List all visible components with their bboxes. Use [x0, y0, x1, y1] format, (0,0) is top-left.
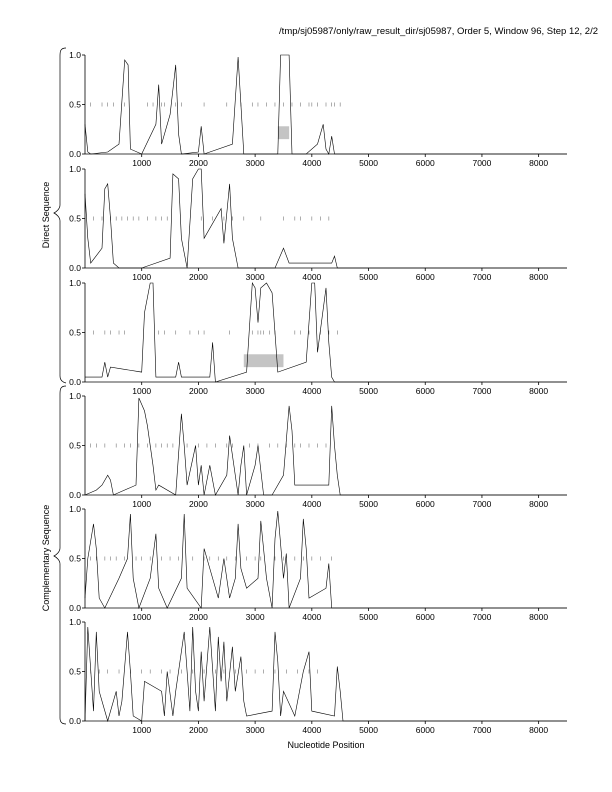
y-tick-label: 1.0: [69, 50, 81, 60]
x-tick-label: 3000: [245, 612, 265, 622]
x-tick-label: 7000: [472, 725, 492, 735]
x-tick-label: 8000: [529, 272, 549, 282]
y-tick-label: 1.0: [69, 391, 81, 401]
x-tick-label: 3000: [245, 272, 265, 282]
x-tick-label: 3000: [245, 499, 265, 509]
x-tick-label: 8000: [529, 386, 549, 396]
x-tick-label: 5000: [359, 499, 378, 509]
complementary-sequence-label: Complementary Sequence: [41, 504, 51, 612]
x-tick-label: 5000: [359, 158, 378, 168]
x-tick-label: 3000: [245, 725, 265, 735]
x-tick-label: 4000: [302, 499, 322, 509]
y-tick-label: 0.0: [69, 716, 81, 726]
page-header: /tmp/sj05987/only/raw_result_dir/sj05987, Order 5, Window 96, Step 12, 2/2: [279, 26, 598, 37]
y-tick-label: 0.5: [69, 213, 81, 224]
direct-sequence-brace: [54, 48, 66, 383]
x-tick-label: 5000: [359, 612, 378, 622]
panel-2: [69, 164, 567, 282]
y-tick-label: 0.5: [69, 327, 81, 338]
x-tick-label: 1000: [132, 499, 152, 509]
series-line: [85, 283, 567, 382]
x-tick-label: 1000: [132, 386, 152, 396]
x-tick-label: 6000: [415, 612, 435, 622]
x-tick-label: 6000: [415, 725, 435, 735]
x-tick-label: 3000: [245, 386, 265, 396]
x-tick-label: 7000: [472, 386, 492, 396]
complementary-sequence-brace: [54, 386, 66, 724]
x-tick-label: 4000: [302, 158, 322, 168]
y-tick-label: 1.0: [69, 278, 81, 288]
x-tick-label: 6000: [415, 272, 435, 282]
x-tick-label: 3000: [245, 158, 265, 168]
x-tick-label: 2000: [188, 725, 208, 735]
x-tick-label: 5000: [359, 272, 378, 282]
panel-3: [69, 278, 567, 396]
highlight-box: [278, 126, 289, 139]
x-tick-label: 5000: [359, 725, 378, 735]
x-tick-label: 4000: [302, 386, 322, 396]
x-tick-label: 7000: [472, 272, 492, 282]
x-tick-label: 8000: [529, 499, 549, 509]
y-tick-label: 0.0: [69, 490, 81, 500]
x-tick-label: 6000: [415, 499, 435, 509]
x-tick-label: 8000: [529, 158, 549, 168]
y-tick-label: 0.5: [69, 553, 81, 564]
panel-4: [69, 391, 567, 509]
x-tick-label: 2000: [188, 272, 208, 282]
series-line: [85, 511, 567, 608]
panels-container: [69, 50, 567, 735]
y-tick-label: 0.5: [69, 99, 81, 110]
x-tick-label: 6000: [415, 386, 435, 396]
direct-sequence-label: Direct Sequence: [41, 181, 51, 249]
y-tick-label: 0.0: [69, 603, 81, 613]
series-line: [85, 169, 567, 268]
x-tick-label: 2000: [188, 158, 208, 168]
y-tick-label: 0.0: [69, 377, 81, 387]
x-tick-label: 1000: [132, 272, 152, 282]
x-tick-label: 8000: [529, 725, 549, 735]
x-tick-label: 2000: [188, 499, 208, 509]
x-tick-label: 4000: [302, 725, 322, 735]
x-tick-label: 4000: [302, 612, 322, 622]
x-tick-label: 7000: [472, 499, 492, 509]
y-tick-label: 1.0: [69, 617, 81, 627]
x-tick-label: 4000: [302, 272, 322, 282]
x-tick-label: 1000: [132, 725, 152, 735]
y-tick-label: 0.5: [69, 440, 81, 451]
panel-5: [69, 504, 567, 622]
panel-1: [69, 50, 567, 168]
y-tick-label: 0.0: [69, 263, 81, 273]
x-tick-label: 7000: [472, 612, 492, 622]
y-tick-label: 0.0: [69, 149, 81, 159]
x-tick-label: 6000: [415, 158, 435, 168]
x-tick-label: 8000: [529, 612, 549, 622]
x-tick-label: 1000: [132, 612, 152, 622]
y-tick-label: 1.0: [69, 504, 81, 514]
x-tick-label: 1000: [132, 158, 152, 168]
y-tick-label: 0.5: [69, 666, 81, 677]
x-tick-label: 5000: [359, 386, 378, 396]
x-axis-label: Nucleotide Position: [287, 740, 365, 750]
panel-6: [69, 617, 567, 735]
series-line: [85, 627, 567, 721]
x-tick-label: 2000: [188, 386, 208, 396]
y-tick-label: 1.0: [69, 164, 81, 174]
x-tick-label: 7000: [472, 158, 492, 168]
x-tick-label: 2000: [188, 612, 208, 622]
